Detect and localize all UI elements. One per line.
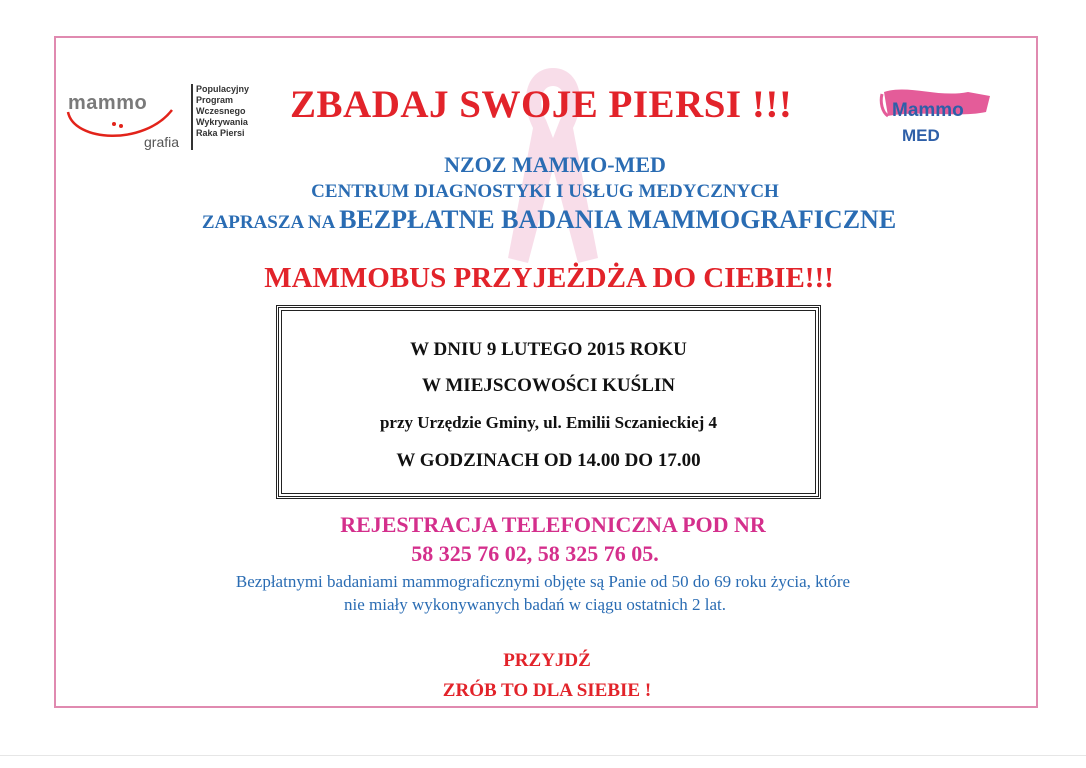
event-date: W DNIU 9 LUTEGO 2015 ROKU — [410, 339, 687, 360]
headline: ZBADAJ SWOJE PIERSI !!! — [290, 83, 793, 126]
program-line: Program — [196, 95, 234, 105]
closing-come: PRZYJDŹ — [503, 650, 591, 671]
program-line: Wczesnego — [196, 106, 246, 116]
event-place: W MIEJSCOWOŚCI KUŚLIN — [421, 375, 676, 396]
page-edge-line — [0, 755, 1086, 756]
mammografia-logo — [64, 84, 264, 156]
grafia-wordmark: grafia — [144, 134, 180, 150]
program-line: Raka Piersi — [196, 128, 245, 138]
logo-mammo-text: Mammo — [892, 100, 964, 121]
logo-med-text: MED — [902, 126, 940, 145]
closing-do-it: ZRÓB TO DLA SIEBIE ! — [442, 680, 652, 701]
program-text — [196, 84, 249, 139]
eligibility-line-1: Bezpłatnymi badaniami mammograficznymi objęte są Panie od 50 do 69 roku życia, które — [235, 572, 851, 591]
event-address: przy Urzędzie Gminy, ul. Emilii Sczanieckiej 4 — [379, 413, 718, 432]
mammo-med-logo — [878, 82, 998, 152]
invitation — [6, 205, 1086, 235]
event-hours: W GODZINACH OD 14.00 DO 17.00 — [396, 450, 701, 471]
registration-label: REJESTRACJA TELEFONICZNA POD NR — [340, 512, 766, 537]
eligibility-line-2: nie miały wykonywanych badań w ciągu ostatnich 2 lat. — [344, 595, 726, 614]
registration-phones: 58 325 76 02, 58 325 76 05. — [411, 541, 659, 566]
program-line: Wykrywania — [196, 117, 248, 127]
invite-main: BEZPŁATNE BADANIA MAMMOGRAFICZNE — [339, 205, 897, 234]
org-description: CENTRUM DIAGNOSTYKI I USŁUG MEDYCZNYCH — [311, 181, 779, 202]
org-name: NZOZ MAMMO-MED — [444, 152, 666, 177]
program-line: Populacyjny — [196, 84, 250, 94]
mammo-wordmark: mammo — [68, 92, 148, 114]
mammobus-announcement: MAMMOBUS PRZYJEŻDŻA DO CIEBIE!!! — [264, 262, 834, 294]
logo-divider — [191, 84, 193, 150]
invite-prefix: ZAPRASZA NA — [201, 212, 340, 233]
